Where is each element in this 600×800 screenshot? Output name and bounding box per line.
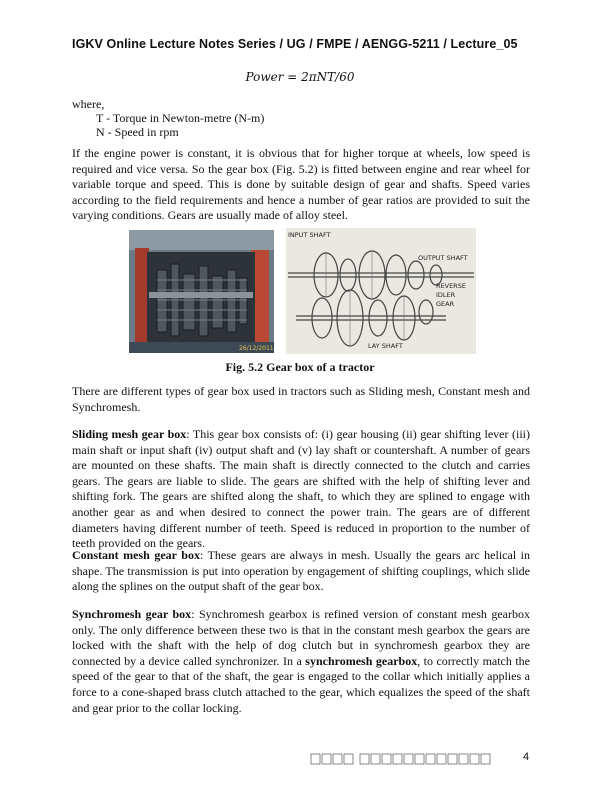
power-formula: Power = 2πNT/60 (245, 70, 355, 84)
torque-definition: T - Torque in Newton-metre (N-m) (96, 111, 265, 125)
sliding-mesh-text: : This gear box consists of: (i) gear housing (ii) gear shifting lever (iii) main shaft or input shaft (iv) output shaft and (v) lay shaft or countershaft. A number of gears are mounted on these shafts. The main shaft is directly connected to the clutch and carries gears. The gears are liable to slide. The gears are shifted with the help of shifting lever and shifting fork. The gears are shifted along the shaft, to which they are splined to engage with another gear as and when desired to connect the power train. The gears are of different diameters having different number of teeth. Speed is reduced in proportion to the number of teeth provided on the gears. (72, 427, 530, 551)
term-synchromesh-inline: synchromesh gearbox (305, 653, 418, 668)
figure-caption: Fig. 5.2 Gear box of a tractor (225, 360, 375, 374)
label-idler: IDLER (436, 291, 456, 299)
footer-watermark (310, 752, 492, 764)
where-label: where, (72, 97, 105, 111)
paragraph-gearbox-types: There are different types of gear box used in tractors such as Sliding mesh, Constant mesh and Synchromesh. (72, 384, 530, 414)
label-input-shaft: INPUT SHAFT (288, 231, 331, 239)
label-output-shaft: OUTPUT SHAFT (418, 254, 468, 262)
photo-date-stamp: 26/12/2011 (239, 345, 274, 352)
paragraph-synchromesh (72, 607, 530, 716)
synchromesh-text-2: , to correctly match the speed of the gear to that of the shaft, the gear is engaged to the collar which initially applies a force to a cone-shaped brass clutch attached to the gear, which equalizes the speed of the shaft and gear prior to the collar locking. (72, 653, 531, 715)
constant-mesh-text: : These gears are always in mesh. Usually the gears arc helical in shape. The transmission is put into operation by engagement of shifting couplings, which slide along the splines on the output shaft of the gear box. (72, 548, 531, 594)
speed-definition: N - Speed in rpm (96, 125, 179, 139)
label-lay-shaft: LAY SHAFT (368, 342, 403, 350)
gearbox-diagram (286, 228, 476, 354)
label-gear: GEAR (436, 300, 455, 308)
paragraph-constant-mesh (72, 548, 530, 595)
page-header: IGKV Online Lecture Notes Series / UG / FMPE / AENGG-5211 / Lecture_05 (72, 37, 518, 51)
term-sliding-mesh: Sliding mesh gear box (72, 427, 187, 441)
label-reverse: REVERSE (436, 282, 466, 290)
paragraph-sliding-mesh (72, 427, 530, 552)
gearbox-photo (129, 230, 274, 353)
synchromesh-text-1: : Synchromesh gearbox is refined version of constant mesh gearbox only. The only difference between these two is that in the constant mesh gearbox the gears are locked with the shaft with the help of dog clutch but in synchromesh gearbox they are connected by a device called synchronizer. In a (72, 607, 531, 668)
term-synchromesh: Synchromesh gear box (72, 607, 192, 621)
term-constant-mesh: Constant mesh gear box (72, 548, 200, 562)
page-number: 4 (523, 751, 530, 763)
paragraph-gearbox-intro: If the engine power is constant, it is obvious that for higher torque at wheels, low speed is required and vice versa. So the gear box (Fig. 5.2) is fitted between engine and rear wheel for variable torque and speed. This is done by suitable design of gear and shafts. Speed varies according to the field requirements and hence a number of gear ratios are provided to suit the varying conditions. Gears are usually made of alloy steel. (72, 146, 530, 223)
